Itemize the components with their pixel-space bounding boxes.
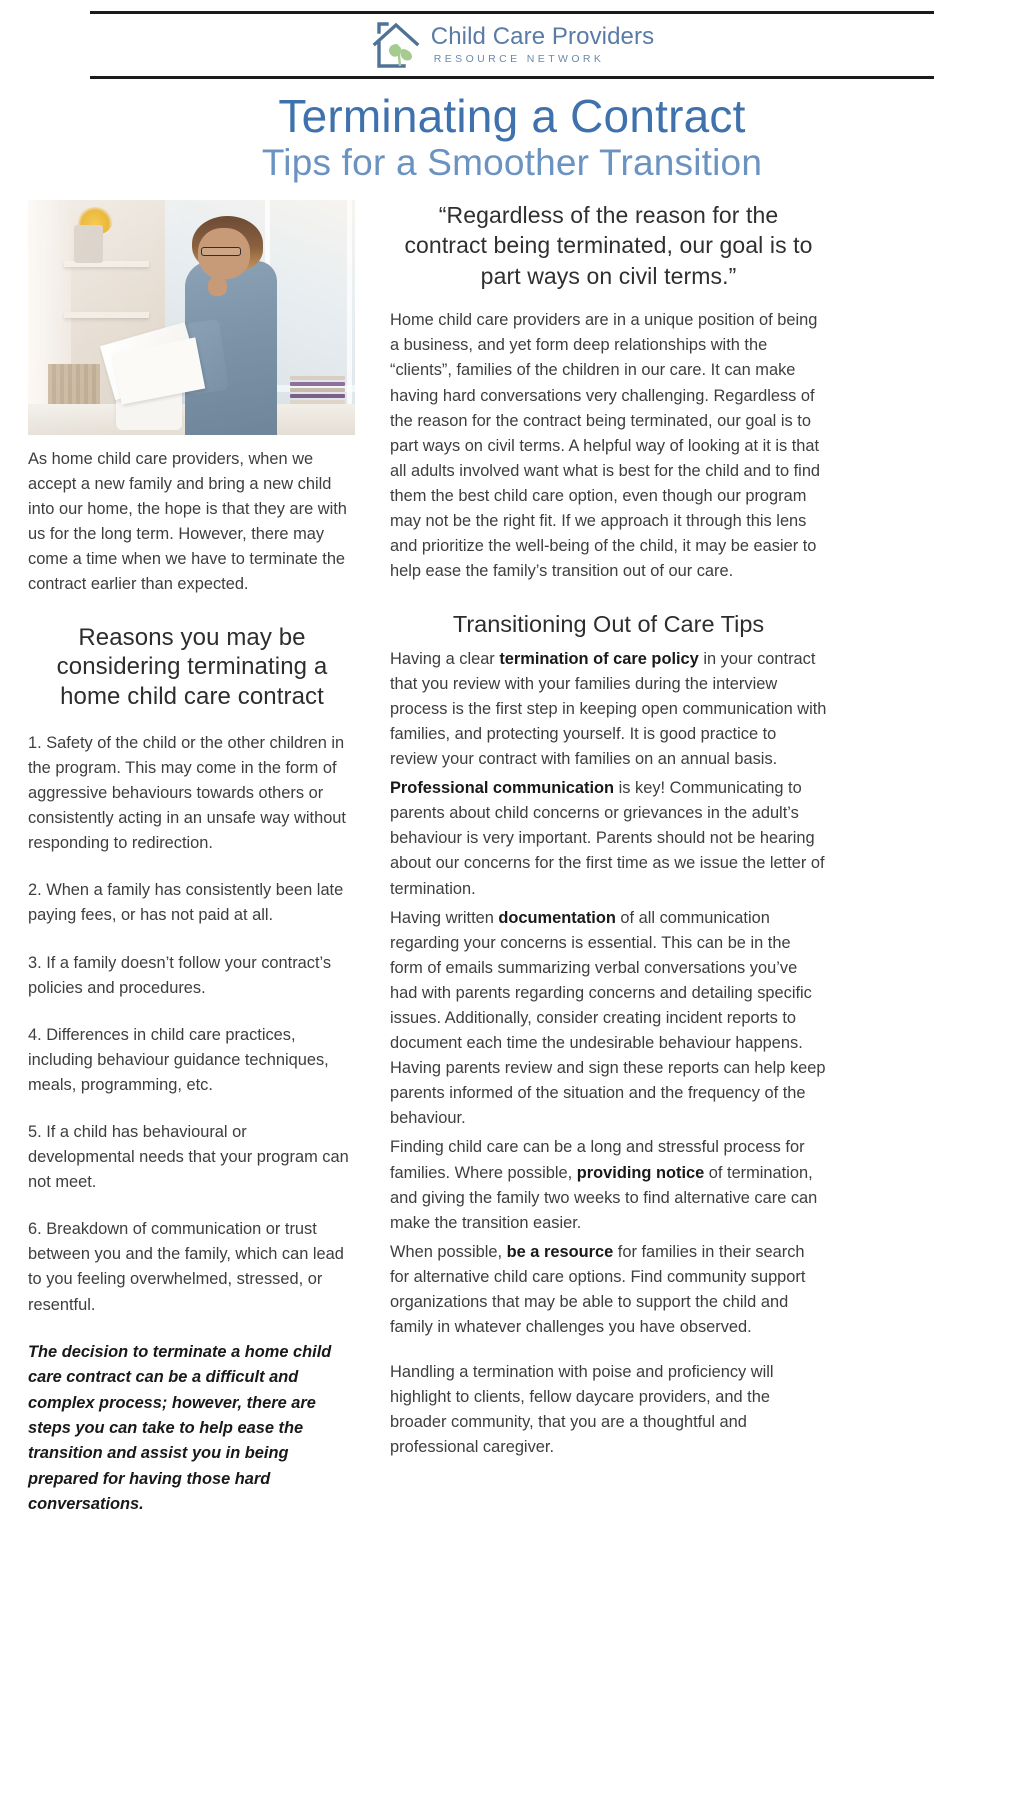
title-block xyxy=(0,79,1024,184)
photo-caption-text: As home child care providers, when we accept a new family and bring a new child into our home, the hope is that they are with us for the long term. However, there may come a time when we have to terminate the contract earlier than expected. xyxy=(28,449,347,593)
logo-wordmark xyxy=(431,25,654,65)
list-item: 4. Differences in child care practices, including behaviour guidance techniques, meals, programming, etc. xyxy=(28,1025,329,1094)
tip-rest-text: is key! Communicating to parents about child concerns or grievances in the adult’s behaviour is very important. Parents should not be hearing about our concerns for the first time as we issue the letter of termination. xyxy=(390,779,825,898)
pull-quote: “Regardless of the reason for the contract being terminated, our goal is to part ways on civil terms.” xyxy=(404,201,813,289)
tip-bold-phrase: providing notice xyxy=(576,1163,705,1182)
tip-lead-text: Having a clear xyxy=(390,649,500,668)
tip-bold-phrase: termination of care policy xyxy=(499,649,699,668)
logo-title: Child Care Providers xyxy=(430,23,655,51)
left-column xyxy=(28,200,356,1518)
left-closing-statement: The decision to terminate a home child care contract can be a difficult and complex process; however, there are steps you can take to help ease the transition and assist you in being prepared for having those hard conversations. xyxy=(28,1342,332,1514)
tips-heading: Transitioning Out of Care Tips xyxy=(452,611,765,638)
tip-paragraph xyxy=(390,906,827,1132)
page-title: Terminating a Contract xyxy=(278,90,746,142)
tip-rest-text: for families in their search for alternative child care options. Find community support organizations that may be able to support the child and family in whatever challenges you have observed. xyxy=(390,1242,806,1337)
page-subtitle: Tips for a Smoother Transition xyxy=(261,141,763,183)
right-column xyxy=(390,200,827,1461)
brand-logo xyxy=(0,14,1024,76)
content-columns xyxy=(0,184,1024,1518)
tip-rest-text: in your contract that you review with your families during the interview process is the first step in keeping open communication with families, and protecting yourself. It is good practice to review your contract with families on an annual basis. xyxy=(390,649,827,769)
house-leaf-logo-icon xyxy=(370,20,422,70)
tip-rest-text: of all communication regarding your concerns is essential. This can be in the form of emails summarizing verbal conversations you’ve had with parents regarding concerns and detailing specific issues. Additionally, consider creating incident reports to document each time the undesirable behaviour happens. Having parents review and sign these reports can help keep parents informed of the situation and the frequency of the behaviour. xyxy=(390,908,826,1128)
document-header xyxy=(0,0,1024,79)
tip-lead-text: Having written xyxy=(390,908,499,927)
list-item: 5. If a child has behavioural or developmental needs that your program can not meet. xyxy=(28,1123,349,1192)
provider-reading-photo xyxy=(28,200,355,435)
list-item: 2. When a family has consistently been late paying fees, or has not paid at all. xyxy=(28,881,344,925)
conclusion-paragraph: Handling a termination with poise and proficiency will highlight to clients, fellow daycare providers, and the broader community, that you are a thoughtful and professional caregiver. xyxy=(390,1363,774,1457)
list-item: 6. Breakdown of communication or trust between you and the family, which can lead to you feeling overwhelmed, stressed, or resentful. xyxy=(28,1220,344,1314)
logo-subtitle: RESOURCE NETWORK xyxy=(433,53,605,66)
intro-paragraph: Home child care providers are in a unique position of being a business, and yet form deep relationships with the “clients”, families of the children in our care. It can make having hard conversations very challenging. Regardless of the reason for the contract being terminated, our goal is to part ways on civil terms. A helpful way of looking at it is that all adults involved want what is best for the child and to find them the best child care option, even though our program may not be the right fit. If we approach it through this lens and prioritize the well-being of the child, it may be easier to help ease the family’s transition out of our care. xyxy=(390,311,821,581)
list-item: 3. If a family doesn’t follow your contract’s policies and procedures. xyxy=(28,953,332,997)
reasons-heading: Reasons you may be considering terminating a home child care contract xyxy=(56,624,328,710)
tip-bold-phrase: be a resource xyxy=(506,1242,614,1261)
tip-lead-text: When possible, xyxy=(390,1242,507,1261)
reasons-list xyxy=(28,731,356,1318)
tip-paragraph xyxy=(390,1135,827,1235)
tip-paragraph xyxy=(390,776,827,901)
tip-rest-text: of termination, and giving the family two weeks to find alternative care can make the transition easier. xyxy=(390,1163,818,1232)
tip-bold-phrase: documentation xyxy=(498,908,616,927)
tip-bold-phrase: Professional communication xyxy=(390,779,615,798)
tip-paragraph xyxy=(390,1240,827,1340)
tip-paragraph xyxy=(390,647,827,772)
list-item: 1. Safety of the child or the other children in the program. This may come in the form of aggressive behaviours towards others or consistently acting in an unsafe way without responding to redirection. xyxy=(28,733,346,853)
tip-lead-text: Finding child care can be a long and stressful process for families. Where possible, xyxy=(390,1138,805,1182)
